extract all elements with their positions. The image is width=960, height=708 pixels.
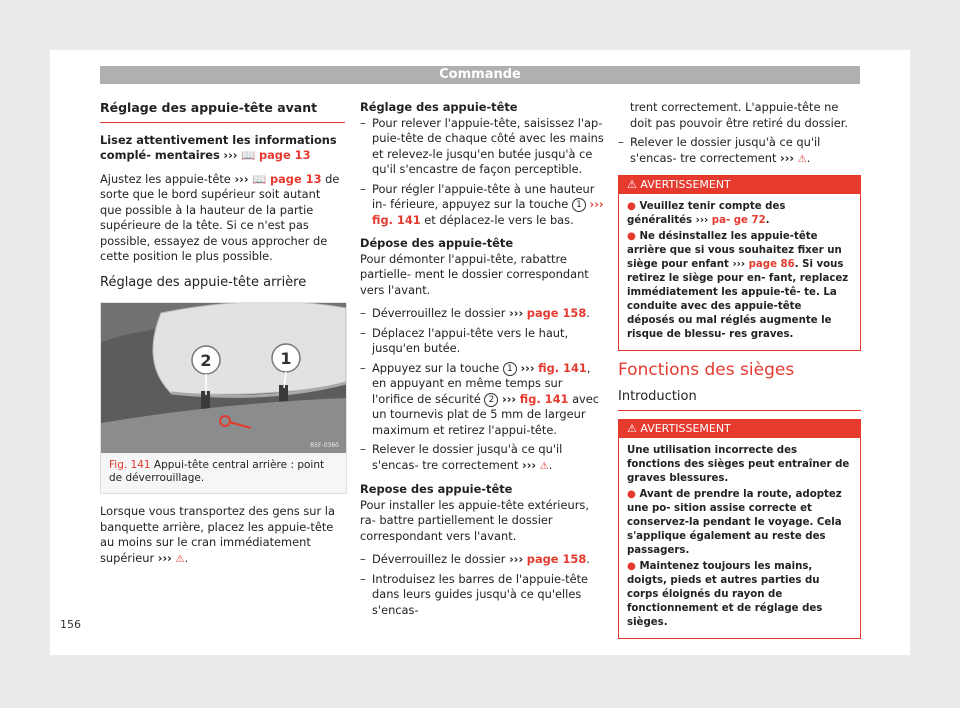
- list-item: [360, 361, 605, 439]
- item-text: Relever le dossier jusqu'à ce qu'il s'encas- tre correctement: [630, 135, 821, 165]
- warning-title: AVERTISSEMENT: [640, 178, 731, 191]
- fig-link[interactable]: fig. 141: [372, 212, 421, 227]
- arrow-icon: ›››: [522, 457, 537, 472]
- list-item: – Déplacez l'appui-tête vers le haut, jusqu'en butée.: [360, 326, 605, 357]
- item-text: . Si vous retirez le siège pour en- fant, replacez immédiatement les appuie-tê- te. La conduite avec des appuie-tête déposés ou mal réglés augmente le risque de blessu- res graves.: [627, 259, 849, 340]
- arrow-icon: ›››: [520, 360, 535, 375]
- item-text: Veuillez tenir compte des généralités: [627, 201, 786, 226]
- figure-label-1: 1: [280, 349, 292, 368]
- bullet-icon: ●: [627, 201, 636, 212]
- page-header: Commande: [100, 66, 860, 84]
- para2-text: Lorsque vous transportez des gens sur la banquette arrière, placez les appuie-tête au moins sur le cran immédiatement supérieur: [100, 504, 335, 565]
- adjust-list: [360, 116, 605, 229]
- subheading: Réglage des appuie-tête arrière: [100, 274, 307, 290]
- item-text: Maintenez toujours les mains, doigts, pieds et autres parties du corps éloignés du rayon de fonctionnement et de réglage des sièges.: [627, 561, 823, 628]
- intro-link[interactable]: page 13: [258, 148, 311, 162]
- item-text: , en appuyant en même temps sur l'orifice de sécurité: [372, 360, 591, 406]
- install-list-cont: [618, 135, 861, 167]
- headrest-illustration: [101, 303, 346, 453]
- warning-text: Une utilisation incorrecte des fonctions des sièges peut entraîner de graves blessures.: [627, 445, 850, 484]
- item-text: Avant de prendre la route, adoptez une po- sition assise correcte et conservez-la pendant le voyage. Cela s'applique également au reste des passagers.: [627, 489, 842, 556]
- item-text: Ne désinstallez les appuie-tête arrière que si vous souhaitez fixer un siège pour enfant: [627, 231, 842, 270]
- warning-header: [619, 176, 860, 194]
- warning-item: [627, 560, 852, 630]
- page-link[interactable]: page 86: [748, 259, 795, 270]
- warning-icon[interactable]: ⚠: [175, 553, 185, 565]
- arrow-icon: ›››: [780, 150, 795, 165]
- item-text: Déverrouillez le dossier: [372, 552, 506, 566]
- warning-item: [627, 230, 852, 342]
- heading-adjust: Réglage des appuie-tête: [360, 100, 518, 114]
- figure-label-2: 2: [200, 351, 212, 370]
- remove-intro: Pour démonter l'appui-tête, rabattre partielle- ment le dossier correspondant vers l'avant.: [360, 251, 589, 297]
- figure-141: [100, 302, 347, 494]
- key-number: 1: [503, 362, 517, 376]
- para1-text-b: de sorte que le bord supérieur soit autant que possible à la hauteur de la partie supérieure de la tête. Si ce n'est pas possible, essayez de vous approcher de cette position le plus possible.: [100, 171, 340, 263]
- install-list: [360, 552, 605, 618]
- para1: [100, 172, 345, 265]
- install-intro: Pour installer les appuie-tête extérieurs, ra- battre partiellement le dossier correspondant vers l'avant.: [360, 497, 589, 543]
- para1-link[interactable]: page 13: [269, 171, 322, 186]
- main-heading: Fonctions des sièges: [618, 360, 795, 380]
- continued-text: trent correctement. L'appuie-tête ne doit pas pouvoir être retiré du dossier.: [630, 100, 849, 130]
- arrow-icon: ›››: [509, 552, 524, 566]
- heading-remove: Dépose des appuie-tête: [360, 236, 514, 250]
- item-text: Relever le dossier jusqu'à ce qu'il s'encas- tre correctement: [372, 442, 563, 472]
- warning-box-1: [618, 175, 861, 351]
- warning-body: [619, 438, 860, 638]
- list-item: – Relever le dossier jusqu'à ce qu'il s'encas- tre correctement ››› ⚠.: [360, 442, 605, 474]
- arrow-icon: ›››: [509, 306, 524, 320]
- fig-ref: Fig. 141: [109, 459, 151, 471]
- warning-item: ● Veuillez tenir compte des généralités ››› pa- ge 72.: [627, 201, 786, 226]
- sub-heading: Introduction: [618, 389, 861, 412]
- list-item: – Introduisez les barres de l'appuie-tête dans leurs guides jusqu'à ce qu'elles s'encas-: [360, 572, 605, 619]
- fig-caption-text: Appui-tête central arrière : point de déverrouillage.: [109, 459, 325, 484]
- arrow-icon: ›››: [502, 391, 517, 406]
- page-number: 156: [60, 618, 81, 631]
- list-item: – Déverrouillez le dossier ››› page 158.: [360, 306, 605, 322]
- warning-item: [627, 488, 852, 558]
- arrow-icon: ›››: [589, 197, 604, 211]
- item-text: avec un tournevis plat de 5 mm de largeur maximum et retirez l'appui-tête.: [372, 391, 600, 437]
- arrow-icon: ›››: [157, 550, 172, 565]
- warning-body: [619, 194, 860, 350]
- figure-caption: [101, 453, 346, 493]
- page-link[interactable]: pa- ge 72: [711, 215, 766, 226]
- arrow-icon: ›››: [695, 215, 709, 226]
- column-3: [618, 100, 861, 647]
- book-icon: 📖: [252, 171, 267, 186]
- warning-icon: ⚠: [627, 178, 637, 191]
- column-1: [100, 100, 345, 575]
- warning-icon: ⚠: [627, 422, 637, 435]
- column-2: [360, 100, 605, 626]
- list-item: – Pour relever l'appuie-tête, saisissez l'ap- puie-tête de chaque côté avec les mains et relevez-le jusqu'en butée jusqu'à ce qu'il s'encastre de façon perceptible.: [360, 116, 605, 178]
- warning-box-2: [618, 419, 861, 639]
- warning-icon[interactable]: ⚠: [797, 153, 807, 165]
- key-number: 2: [484, 393, 498, 407]
- item-text: et déplacez-le vers le bas.: [424, 212, 574, 227]
- list-item: – Déverrouillez le dossier ››› page 158.: [360, 552, 605, 568]
- bullet-icon: ●: [627, 489, 636, 500]
- para2: Lorsque vous transportez des gens sur la banquette arrière, placez les appuie-tête au moins sur le cran immédiatement supérieur ››› ⚠.: [100, 504, 345, 567]
- arrow-icon: ›››: [732, 259, 746, 270]
- page-link[interactable]: page 158: [526, 552, 587, 566]
- page-link[interactable]: page 158: [526, 306, 587, 320]
- warning-title: AVERTISSEMENT: [640, 422, 731, 435]
- book-icon: 📖: [241, 148, 256, 162]
- item-text: Déverrouillez le dossier: [372, 306, 506, 320]
- para1-text-a: Ajustez les appuie-tête: [100, 171, 231, 186]
- warning-header: [619, 420, 860, 438]
- fig-link[interactable]: fig. 141: [519, 391, 569, 406]
- warning-icon[interactable]: ⚠: [539, 460, 549, 472]
- bullet-icon: ●: [627, 561, 636, 572]
- remove-list: [360, 306, 605, 474]
- section-title: Réglage des appuie-tête avant: [100, 100, 345, 123]
- heading-install: Repose des appuie-tête: [360, 482, 513, 496]
- key-number: 1: [572, 198, 586, 212]
- fig-link[interactable]: fig. 141: [538, 360, 587, 375]
- intro-note: [100, 133, 345, 164]
- item-text: Pour régler l'appuie-tête à une hauteur in- férieure, appuyez sur la touche: [372, 181, 595, 211]
- item-text: Appuyez sur la touche: [372, 360, 500, 375]
- intro-bold: Lisez attentivement les informations complé- mentaires: [100, 132, 337, 162]
- figure-code: B5F-0360: [310, 442, 339, 449]
- arrow-icon: ›››: [223, 148, 238, 162]
- arrow-icon: ›››: [234, 171, 249, 186]
- list-item: [360, 182, 605, 229]
- bullet-icon: ●: [627, 231, 636, 242]
- list-item: – Relever le dossier jusqu'à ce qu'il s'encas- tre correctement ››› ⚠.: [618, 135, 861, 167]
